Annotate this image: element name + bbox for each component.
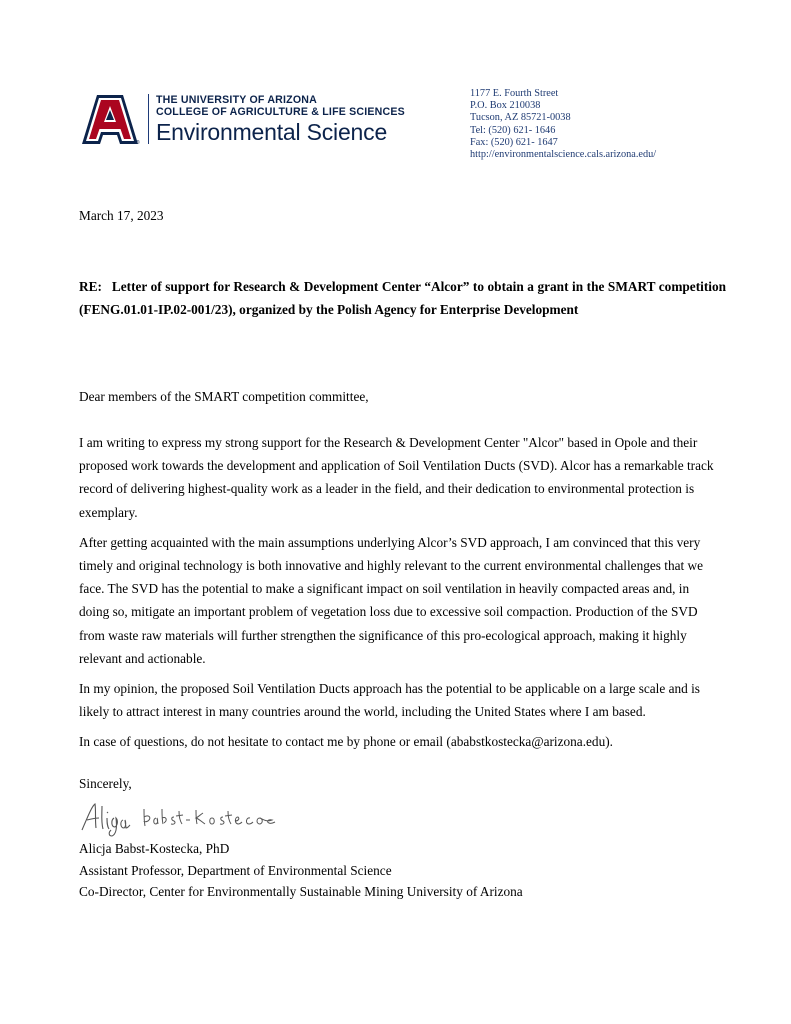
address-fax: Fax: (520) 621- 1647 [470, 136, 558, 148]
address-street: 1177 E. Fourth Street [470, 88, 559, 99]
salutation: Dear members of the SMART competition committee, [79, 389, 369, 404]
body-paragraph-4: In case of questions, do not hesitate to contact me by phone or email (ababstkostecka@arizona.edu). [79, 734, 613, 750]
university-name: THE UNIVERSITY OF ARIZONA [156, 94, 317, 106]
signatory-title: Assistant Professor, Department of Environmental Science [79, 862, 392, 878]
university-of-arizona-logo-icon [80, 93, 140, 145]
letter-body [79, 431, 719, 761]
address-url[interactable]: http://environmentalscience.cals.arizona.edu/ [470, 149, 657, 161]
signatory-name: Alicja Babst-Kostecka, PhD [79, 841, 230, 856]
letterhead-organization [156, 94, 405, 146]
closing: Sincerely, [79, 776, 132, 791]
svg-text:®: ® [136, 140, 140, 145]
college-name: COLLEGE OF AGRICULTURE & LIFE SCIENCES [156, 106, 405, 118]
department-address [470, 88, 656, 161]
department-name: Environmental Science [156, 119, 388, 145]
subject-text: Letter of support for Research & Development Center “Alcor” to obtain a grant in the SMART competition (FENG.01.01-IP.02-001/23), organized by the Polish Agency for Enterprise Development [79, 279, 726, 317]
subject-line [79, 275, 726, 321]
handwritten-signature [78, 796, 278, 838]
signatory-role: Co-Director, Center for Environmentally Sustainable Mining University of Arizona [79, 884, 523, 899]
letter-date: March 17, 2023 [79, 208, 164, 223]
body-paragraph-3: In my opinion, the proposed Soil Ventilation Ducts approach has the potential to be applicable on a large scale and is likely to attract interest in many countries around the world, including the United States where I am based. [79, 681, 700, 720]
subject-label: RE: [79, 279, 102, 294]
signature-block [79, 838, 523, 903]
address-po-box: P.O. Box 210038 [470, 100, 541, 112]
address-tel: Tel: (520) 621- 1646 [470, 124, 556, 136]
body-paragraph-2: After getting acquainted with the main assumptions underlying Alcor’s SVD approach, I am convinced that this very timely and original technology is both innovative and highly relevant to the current environmental challenges that we face. The SVD has the potential to make a significant impact on soil ventilation in heavily compacted areas and, in doing so, mitigate an important problem of vegetation loss due to excessive soil compaction. Production of the SVD from waste raw materials will further strengthen the significance of this pro-ecological approach, making it highly relevant and actionable. [79, 534, 704, 666]
address-city: Tucson, AZ 85721-0038 [470, 112, 571, 124]
letterhead-divider [148, 94, 149, 144]
body-paragraph-1: I am writing to express my strong support for the Research & Development Center "Alcor" based in Opole and their proposed work towards the development and application of Soil Ventilation Ducts (SVD). Alcor has a remarkable track record of delivering highest-quality work as a leader in the field, and their dedication to environmental protection is exemplary. [79, 435, 714, 520]
